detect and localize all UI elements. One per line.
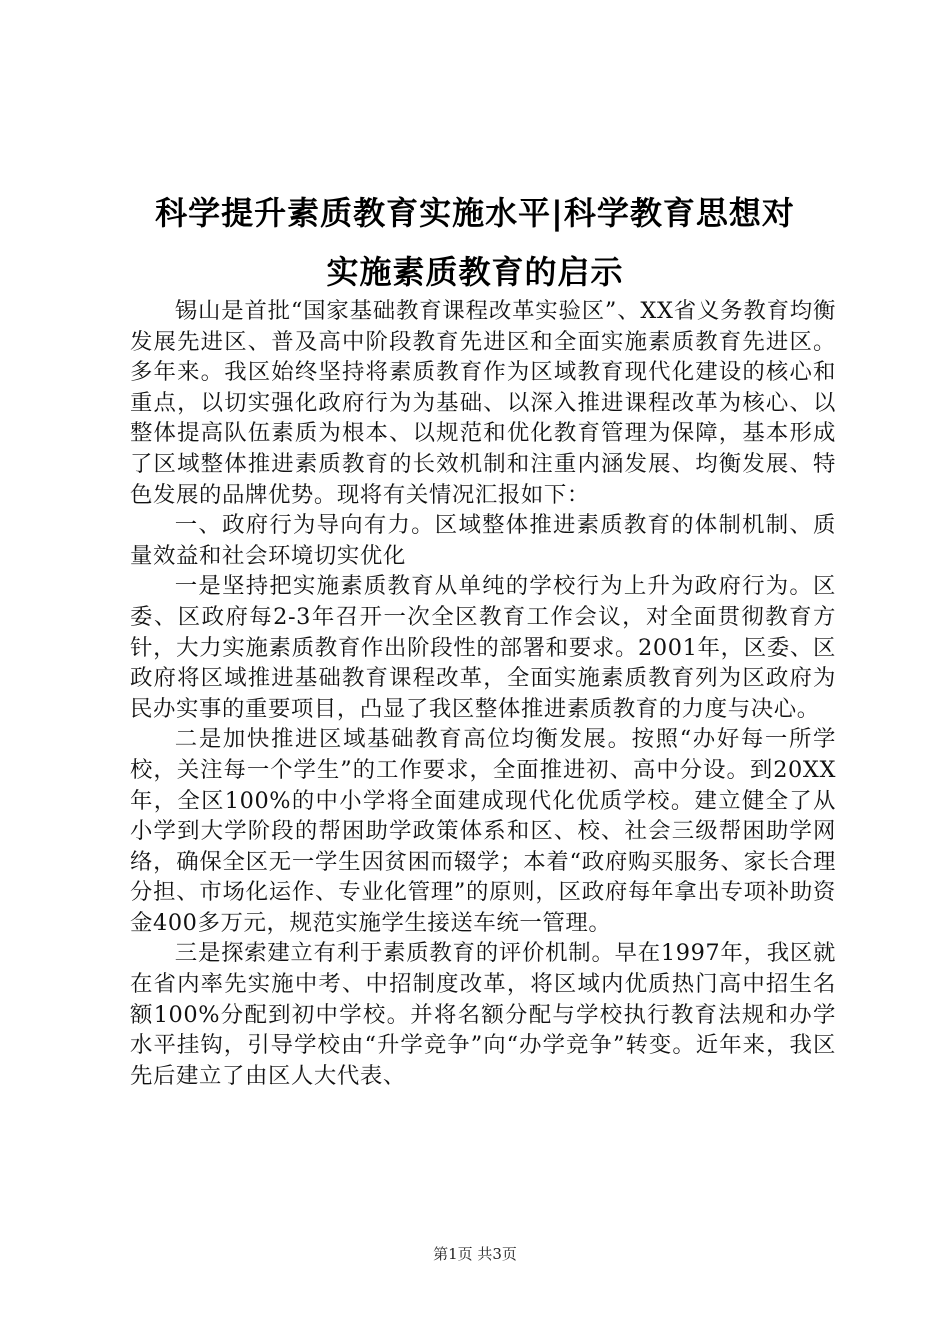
paragraph-intro: 锡山是首批“国家基础教育课程改革实验区”、XX省义务教育均衡发展先进区、普及高中阶段教育先进区和全面实施素质教育先进区。多年来。我区始终坚持将素质教育作为区域教育现代化建设的核心和重点，以切实强化政府行为为基础、以深入推进课程改革为核心、以整体提高队伍素质为根本、以规范和优化教育管理为保障，基本形成了区域整体推进素质教育的长效机制和注重内涵发展、均衡发展、特色发展的品牌优势。现将有关情况汇报如下： <box>130 298 836 508</box>
document-title-line-2: 实施素质教育的启示 <box>326 253 624 291</box>
paragraph-point-1: 一是坚持把实施素质教育从单纯的学校行为上升为政府行为。区委、区政府每2-3年召开一次全区教育工作会议，对全面贯彻教育方针，大力实施素质教育作出阶段性的部署和要求。2001年，区委、区政府将区域推进基础教育课程改革，全面实施素质教育列为区政府为民办实事的重要项目，凸显了我区整体推进素质教育的力度与决心。 <box>130 573 836 722</box>
page-footer: 第1页 共3页 <box>433 1245 517 1263</box>
paragraph-point-2: 二是加快推进区域基础教育高位均衡发展。按照“办好每一所学校，关注每一个学生”的工作要求，全面推进初、高中分设。到20XX年，全区100%的中小学将全面建成现代化优质学校。建立健全了从小学到大学阶段的帮困助学政策体系和区、校、社会三级帮困助学网络，确保全区无一学生因贫困而辍学；本着“政府购买服务、家长合理分担、市场化运作、专业化管理”的原则，区政府每年拿出专项补助资金400多万元，规范实施学生接送车统一管理。 <box>130 726 836 936</box>
paragraph-section-heading: 一、政府行为导向有力。区域整体推进素质教育的体制机制、质量效益和社会环境切实优化 <box>130 512 836 569</box>
document-title-line-1: 科学提升素质教育实施水平|科学教育思想对 <box>155 194 795 232</box>
document-body <box>130 296 836 1091</box>
paragraph-point-3: 三是探索建立有利于素质教育的评价机制。早在1997年，我区就在省内率先实施中考、中招制度改革，将区域内优质热门高中招生名额100%分配到初中学校。并将名额分配与学校执行教育法规和办学水平挂钩，引导学校由“升学竞争”向“办学竞争”转变。近年来，我区先后建立了由区人大代表、 <box>130 940 836 1089</box>
